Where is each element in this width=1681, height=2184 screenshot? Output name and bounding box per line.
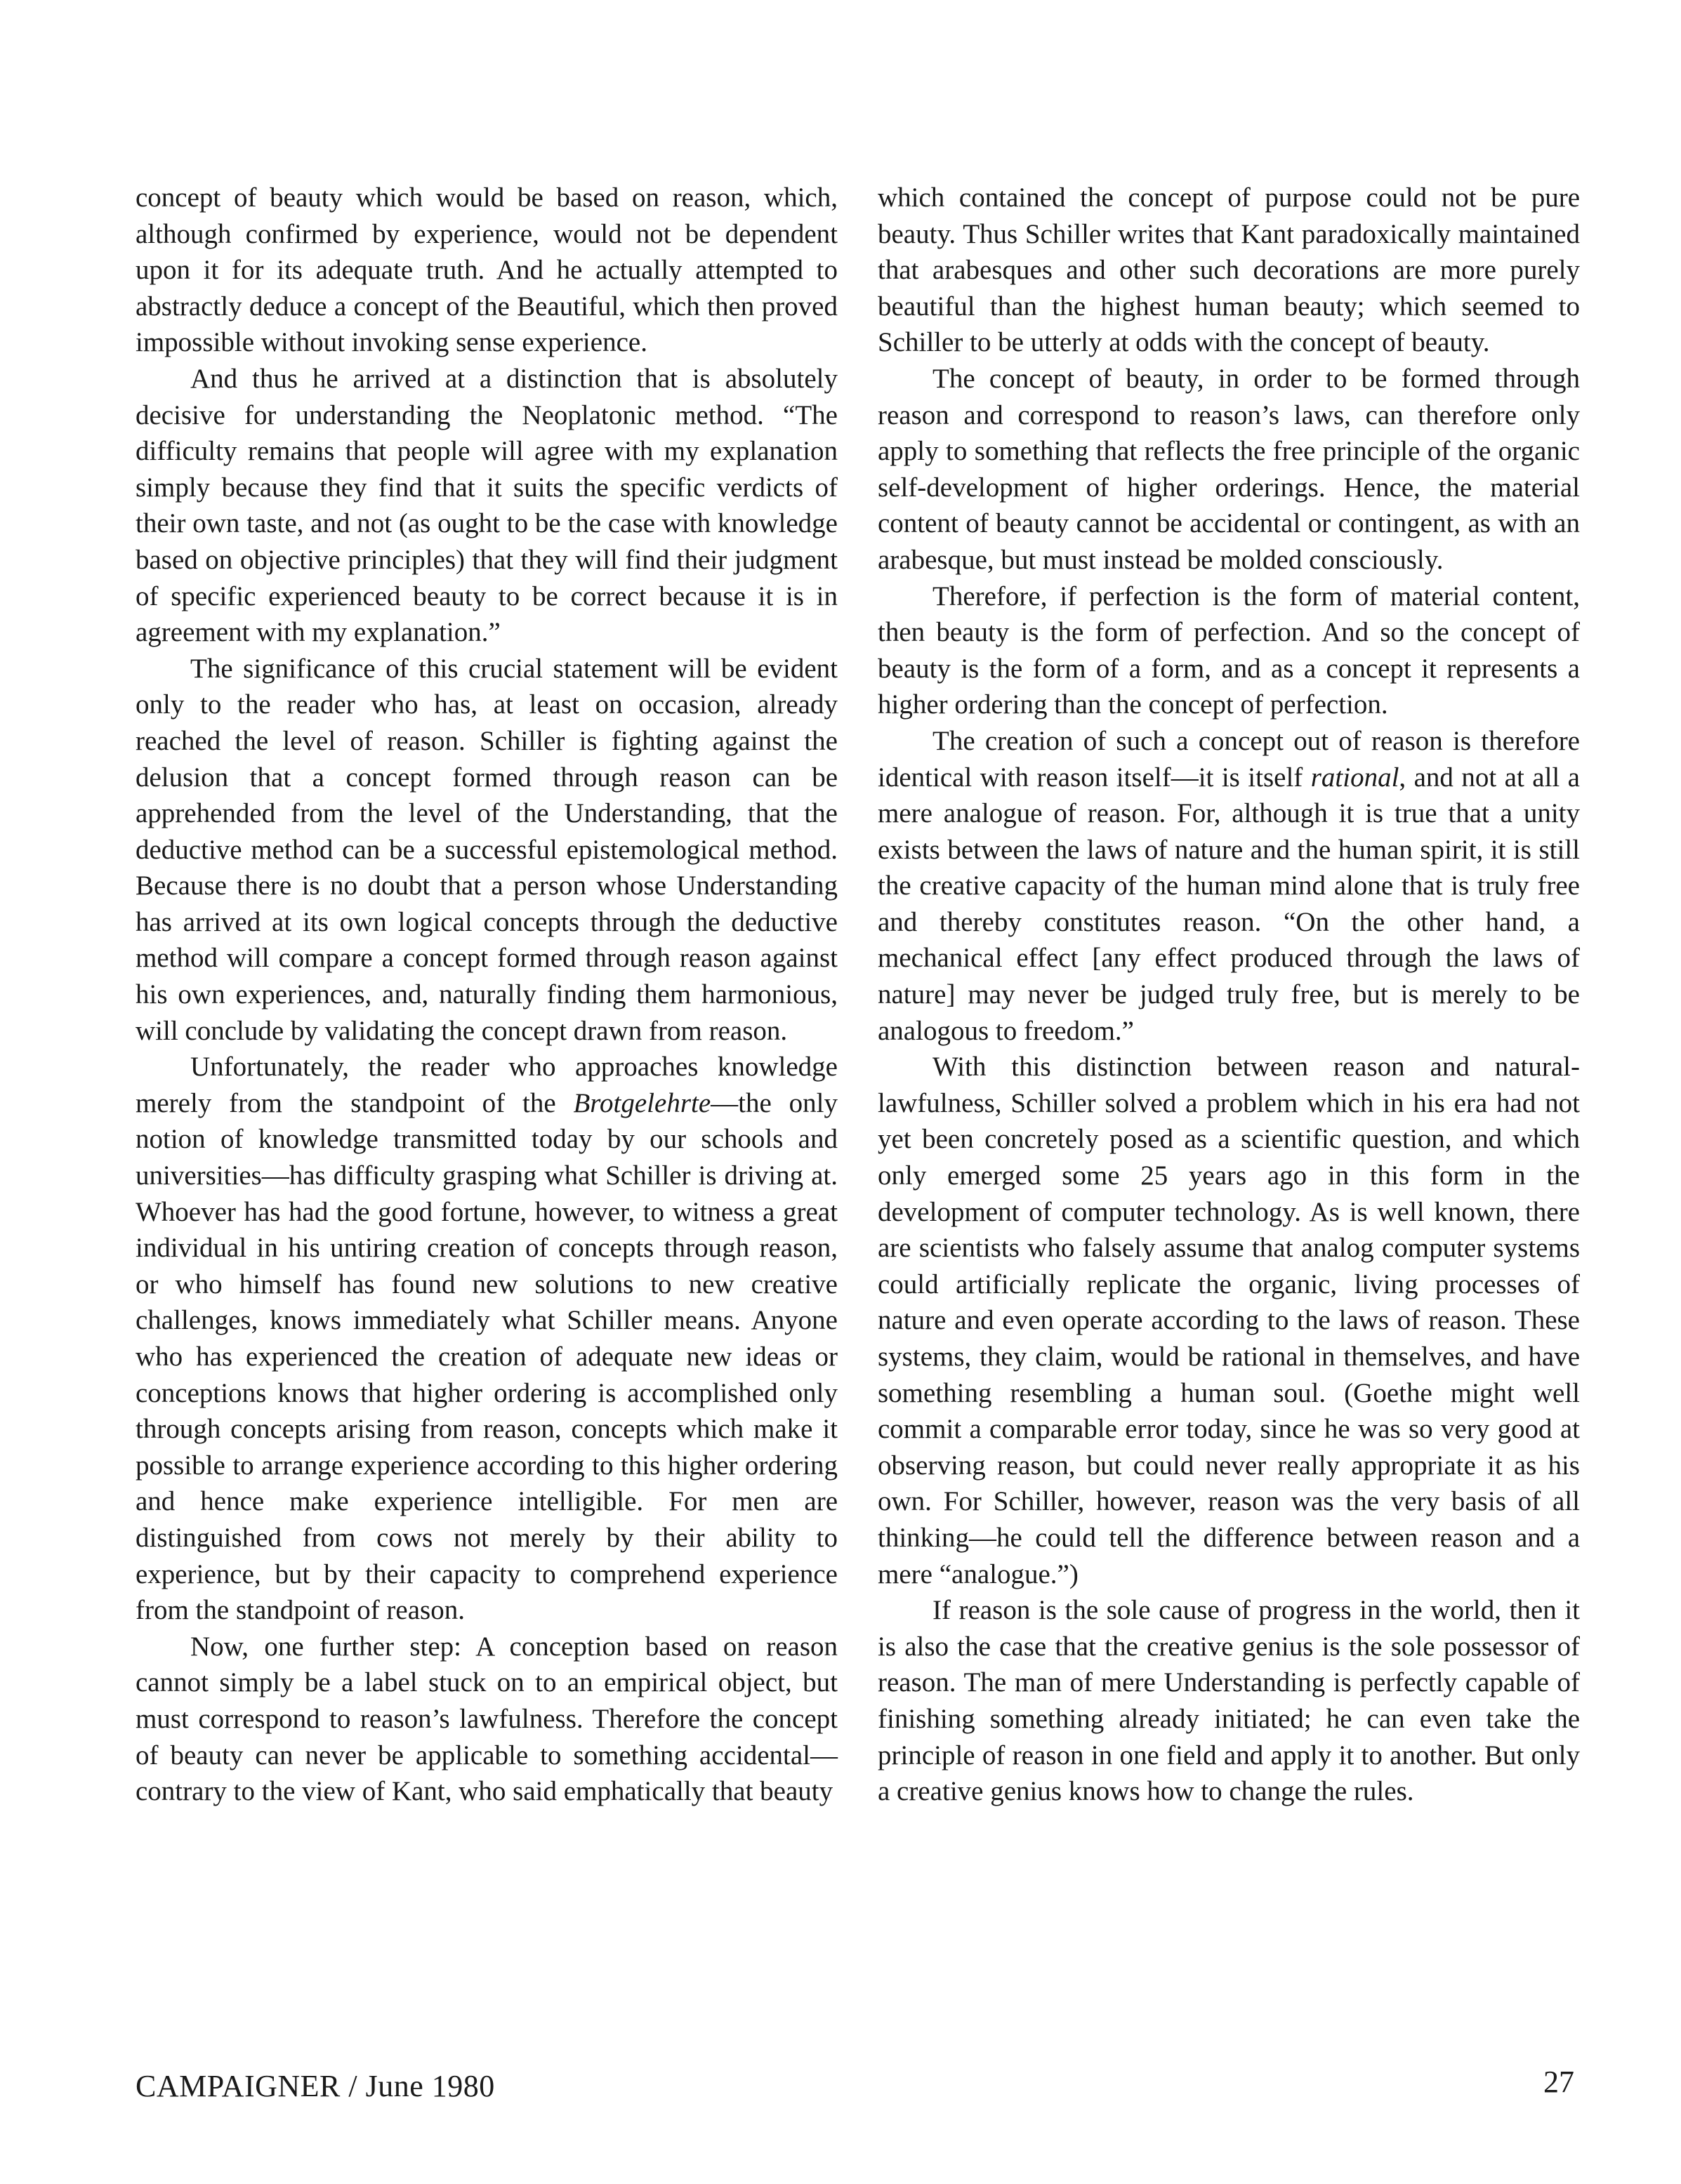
- left-paragraph-2: And thus he arrived at a distinction that is absolutely decisive for understanding the Neoplatonic method. “The difficulty remains that people will agree with my explanation simply because they find that it suits the specific verdicts of their own taste, and not (as ought to be the case with knowledge based on objective principles) that they will find their judgment of specific experienced beauty to be correct because it is in agreement with my explanation.”: [136, 363, 838, 648]
- right-paragraph-2: The concept of beauty, in order to be formed through reason and correspond to reason’s laws, can therefore only apply to something that reflects the free principle of the organic self-development of higher orderings. Hence, the material content of beauty cannot be accidental or contingent, as with an arabesque, but must instead be molded consciously.: [878, 363, 1580, 575]
- right-paragraph-3: Therefore, if perfection is the form of material content, then beauty is the form of perfection. And so the concept of beauty is the form of a form, and as a concept it represents a higher ordering than the concept of perfection.: [878, 581, 1580, 720]
- footer-publication: CAMPAIGNER / June 1980: [136, 2069, 495, 2103]
- right-paragraph-5: With this distinction between reason and natural-lawfulness, Schiller solved a problem which in his era had not yet been concretely posed as a scientific question, and which only emerged some 25 years ago in this form in the development of computer technology. As is well known, there are scientists who falsely assume that analog computer systems could artificially replicate the organic, living processes of nature and even operate according to the laws of reason. These systems, they claim, would be rational in themselves, and have something resembling a human soul. (Goethe might well commit a comparable error today, since he was so very good at observing reason, but could never really appropriate it as his own. For Schiller, however, reason was the very basis of all thinking—he could tell the difference between reason and a mere “analogue.”): [878, 1052, 1580, 1589]
- left-paragraph-5: Now, one further step: A conception based on reason cannot simply be a label stuck on to an empirical object, but must correspond to reason’s lawfulness. Therefore the concept of beauty can never be applicable to something accidental—contrary to the view of Kant, who said emphatically that beauty: [136, 1631, 838, 1807]
- right-paragraph-4-italic: rational: [1310, 762, 1399, 793]
- right-paragraph-1: which contained the concept of purpose could not be pure beauty. Thus Schiller writes that Kant paradoxically maintained that arabesques and other such decorations are more purely beautiful than the highest human beauty; which seemed to Schiller to be utterly at odds with the concept of beauty.: [878, 183, 1580, 358]
- left-column: [136, 180, 838, 1810]
- left-paragraph-1: concept of beauty which would be based on reason, which, although confirmed by experience, would not be dependent upon it for its adequate truth. And he actually attempted to abstractly deduce a concept of the Beautiful, which then proved impossible without invoking sense experience.: [136, 183, 838, 358]
- right-paragraph-4: [878, 723, 1580, 1049]
- right-column: [878, 180, 1580, 1810]
- right-paragraph-4-text-b: , and not at all a mere analogue of reason. For, although it is true that a unity exists between the laws of nature and the human spirit, it is still the creative capacity of the human mind alone that is truly free and thereby constitutes reason. “On the other hand, a mechanical effect [any effect produced through the laws of nature] may never be judged truly free, but is merely to be analogous to freedom.”: [878, 762, 1580, 1046]
- left-paragraph-4-italic: Brotgelehrte: [573, 1087, 711, 1118]
- left-paragraph-3: The significance of this crucial statement will be evident only to the reader who has, at least on occasion, already reached the level of reason. Schiller is fighting against the delusion that a concept formed through reason can be apprehended from the level of the Understanding, that the deductive method can be a successful epistemological method. Because there is no doubt that a person whose Understanding has arrived at its own logical concepts through the deductive method will compare a concept formed through reason against his own experiences, and, naturally finding them harmonious, will conclude by validating the concept drawn from reason.: [136, 653, 838, 1046]
- left-paragraph-4-text-a: Unfortunately, the reader who approaches knowledge merely from the standpoint of the: [136, 1052, 838, 1118]
- left-paragraph-4: [136, 1049, 838, 1629]
- left-paragraph-4-text-b: —the only notion of knowledge transmitted today by our schools and universities—has difficulty grasping what Schiller is driving at. Whoever has had the good fortune, however, to witness a great individual in his untiring creation of concepts through reason, or who himself has found new solutions to new creative challenges, knows immediately what Schiller means. Anyone who has experienced the creation of adequate new ideas or conceptions knows that higher ordering is accomplished only through concepts arising from reason, concepts which make it possible to arrange experience according to this higher ordering and hence make experience intelligible. For men are distinguished from cows not merely by their ability to experience, but by their capacity to comprehend experience from the standpoint of reason.: [136, 1087, 838, 1626]
- right-paragraph-6: If reason is the sole cause of progress in the world, then it is also the case that the creative genius is the sole possessor of reason. The man of mere Understanding is perfectly capable of finishing something already initiated; he can even take the principle of reason in one field and apply it to another. But only a creative genius knows how to change the rules.: [878, 1595, 1580, 1807]
- page-number: 27: [1543, 2065, 1574, 2099]
- right-paragraph-4-text-a: The creation of such a concept out of reason is therefore identical with reason itself—it is itself: [878, 725, 1580, 793]
